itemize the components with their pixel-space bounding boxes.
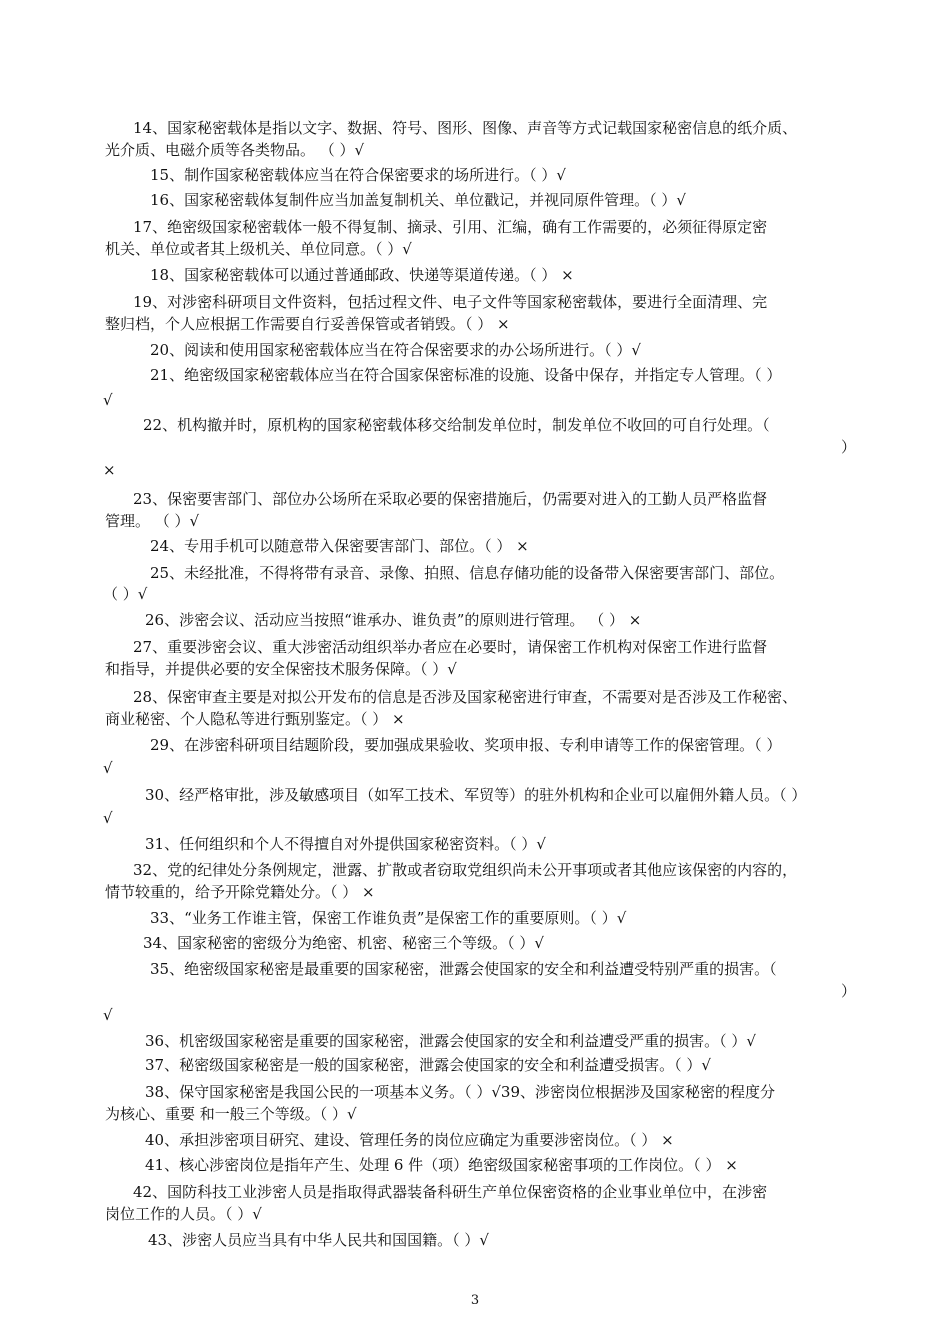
- question-15: 15、制作国家秘密载体应当在符合保密要求的场所进行。（ ）√: [150, 166, 566, 184]
- question-32-line-1: 32、党的纪律处分条例规定，泄露、扩散或者窃取党组织尚未公开事项或者其他应该保密的内容的，: [133, 861, 798, 879]
- question-38-line-1: 38、保守国家秘密是我国公民的一项基本义务。（ ）√39、涉密岗位根据涉及国家秘密的程度分: [145, 1083, 776, 1101]
- question-14-line-1: 14、国家秘密载体是指以文字、数据、符号、图形、图像、声音等方式记载国家秘密信息的纸介质、: [133, 119, 798, 137]
- question-23-line-2: 管理。 （ ）√: [105, 512, 200, 530]
- question-41: 41、核心涉密岗位是指年产生、处理 6 件（项）绝密级国家秘密事项的工作岗位。（ ） ×: [145, 1156, 738, 1174]
- question-26: 26、涉密会议、活动应当按照“谁承办、谁负责”的原则进行管理。 （ ） ×: [145, 611, 642, 629]
- question-25-answer: （ ）√: [103, 585, 148, 603]
- question-16: 16、国家秘密载体复制件应当加盖复制机关、单位戳记，并视同原件管理。（ ）√: [150, 191, 686, 209]
- question-21-line-1: 21、绝密级国家秘密载体应当在符合国家保密标准的设施、设备中保存，并指定专人管理。（ ）: [150, 366, 782, 384]
- question-22-bracket: ）: [841, 438, 857, 456]
- question-25-line-1: 25、未经批准，不得将带有录音、录像、拍照、信息存储功能的设备带入保密要害部门、部位。: [150, 564, 785, 582]
- question-28-line-1: 28、保密审查主要是对拟公开发布的信息是否涉及国家秘密进行审查，不需要对是否涉及工作秘密、: [133, 688, 798, 706]
- question-22-line-1: 22、机构撤并时，原机构的国家秘密载体移交给制发单位时，制发单位不收回的可自行处理。（: [143, 416, 770, 434]
- question-18: 18、国家秘密载体可以通过普通邮政、快递等渠道传递。（ ） ×: [150, 266, 574, 284]
- question-21-answer: √: [103, 391, 113, 409]
- question-23-line-1: 23、保密要害部门、部位办公场所在采取必要的保密措施后，仍需要对进入的工勤人员严格监督: [133, 490, 768, 508]
- question-17-line-2: 机关、单位或者其上级机关、单位同意。（ ）√: [105, 240, 412, 258]
- question-14-line-2: 光介质、电磁介质等各类物品。 （ ）√: [105, 141, 365, 159]
- question-36: 36、机密级国家秘密是重要的国家秘密，泄露会使国家的安全和利益遭受严重的损害。（ ）√: [145, 1032, 756, 1050]
- question-28-line-2: 商业秘密、个人隐私等进行甄别鉴定。（ ） ×: [105, 710, 405, 728]
- question-17-line-1: 17、绝密级国家秘密载体一般不得复制、摘录、引用、汇编，确有工作需要的，必须征得原定密: [133, 218, 768, 236]
- question-31: 31、任何组织和个人不得擅自对外提供国家秘密资料。（ ）√: [145, 835, 546, 853]
- question-27-line-1: 27、重要涉密会议、重大涉密活动组织举办者应在必要时，请保密工作机构对保密工作进行监督: [133, 638, 768, 656]
- question-43: 43、涉密人员应当具有中华人民共和国国籍。（ ）√: [148, 1231, 489, 1249]
- question-22-answer: ×: [103, 461, 116, 479]
- question-37: 37、秘密级国家秘密是一般的国家秘密，泄露会使国家的安全和利益遭受损害。（ ）√: [145, 1056, 711, 1074]
- question-19-line-1: 19、对涉密科研项目文件资料，包括过程文件、电子文件等国家秘密载体，要进行全面清理、完: [133, 293, 768, 311]
- question-42-line-2: 岗位工作的人员。（ ）√: [105, 1205, 262, 1223]
- question-30-answer: √: [103, 809, 113, 827]
- question-40: 40、承担涉密项目研究、建设、管理任务的岗位应确定为重要涉密岗位。（ ） ×: [145, 1131, 674, 1149]
- question-42-line-1: 42、国防科技工业涉密人员是指取得武器装备科研生产单位保密资格的企业事业单位中，在涉密: [133, 1183, 768, 1201]
- question-38-line-2: 为核心、重要 和一般三个等级。（ ）√: [105, 1105, 357, 1123]
- question-35-answer: √: [103, 1006, 113, 1024]
- page-number: 3: [470, 1293, 480, 1308]
- question-19-line-2: 整归档，个人应根据工作需要自行妥善保管或者销毁。（ ） ×: [105, 315, 510, 333]
- question-34: 34、国家秘密的密级分为绝密、机密、秘密三个等级。（ ）√: [143, 934, 544, 952]
- question-29-answer: √: [103, 759, 113, 777]
- question-33: 33、“业务工作谁主管，保密工作谁负责”是保密工作的重要原则。（ ）√: [150, 909, 627, 927]
- question-35-line-1: 35、绝密级国家秘密是最重要的国家秘密，泄露会使国家的安全和利益遭受特别严重的损害。（: [150, 960, 777, 978]
- question-20: 20、阅读和使用国家秘密载体应当在符合保密要求的办公场所进行。（ ）√: [150, 341, 641, 359]
- question-35-bracket: ）: [841, 982, 857, 1000]
- question-30-line-1: 30、经严格审批，涉及敏感项目（如军工技术、军贸等）的驻外机构和企业可以雇佣外籍人员。（ ）: [145, 786, 807, 804]
- question-27-line-2: 和指导，并提供必要的安全保密技术服务保障。（ ）√: [105, 660, 457, 678]
- question-29-line-1: 29、在涉密科研项目结题阶段，要加强成果验收、奖项申报、专利申请等工作的保密管理。（ ）: [150, 736, 782, 754]
- question-24: 24、专用手机可以随意带入保密要害部门、部位。（ ） ×: [150, 537, 529, 555]
- question-32-line-2: 情节较重的，给予开除党籍处分。（ ） ×: [105, 883, 375, 901]
